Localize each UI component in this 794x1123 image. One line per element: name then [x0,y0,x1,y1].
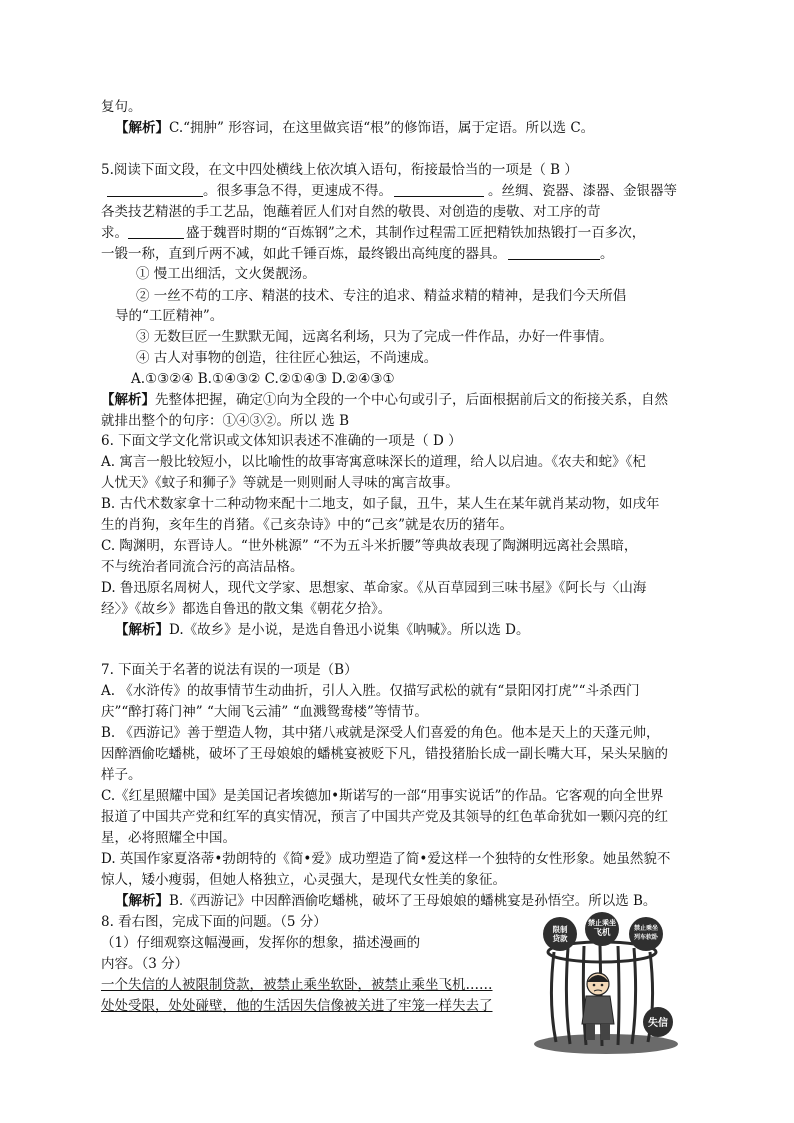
option-a-continued: 人忧天》《蚊子和狮子》等就是一则则耐人寻味的寓言故事。 [101,475,459,491]
analysis-tag: 【解析】 [115,622,169,638]
analysis-line [115,118,594,138]
text-span: 。 [600,246,614,262]
option-2-continued: 导的“工匠精神”。 [115,308,224,324]
question-8-heading: 8. 看右图，完成下面的问题。（5 分） [101,914,327,930]
fill-blank [394,182,484,197]
option-3: ③ 无数巨匠一生默默无闻，远离名利场，只为了完成一件作品，办好一件事情。 [136,329,613,345]
fill-blank [128,224,184,239]
option-c: C. 陶渊明，东晋诗人。“世外桃源” “不为五斗米折腰”等典故表现了陶渊明远离社会黑暗， [101,538,638,554]
text-line [101,223,645,243]
text-line [101,181,677,201]
option-b-continued: 生的肖狗，亥年生的肖猪。《己亥杂诗》中的“己亥”就是农历的猪年。 [101,517,514,533]
analysis-line [115,620,530,640]
option-a-continued: 庆”“醉打蒋门神” “大闹飞云浦” “血溅鸳鸯楼”等情节。 [101,704,428,720]
text-span: 一锻一称，直到斤两不减，如此千锤百炼，最终锻出高纯度的器具。 [101,246,506,262]
analysis-line [101,390,668,410]
sign-3-line-2: 列车软卧 [633,934,659,941]
analysis-tag: 【解析】 [115,893,169,909]
option-d: D. 鲁迅原名周树人，现代文学家、思想家、革命家。《从百草园到三味书屋》《阿长与〈山海 [101,580,647,596]
option-2: ② 一丝不苟的工序、精湛的技术、专注的追求、精益求精的精神，是我们今天所倡 [136,288,627,304]
sign-2-line-1: 禁止乘坐 [588,919,616,927]
analysis-line: 就排出整个的句序：①④③②。所以 选 B [101,413,350,429]
sub-question-1: （1）仔细观察这幅漫画，发挥你的想象，描述漫画的 [101,935,421,951]
option-c-continued: 不与统治者同流合污的高洁品格。 [101,559,304,575]
analysis-text: 先整体把握，确定①向为全段的一个中心句或引子，后面根据前后文的衔接关系，自然 [155,392,668,408]
option-d-continued: 经〉》《故乡》都选自鲁迅的散文集《朝花夕拾》。 [101,601,392,617]
sub-question-1-continued: 内容。（3 分） [101,956,189,972]
analysis-tag: 【解析】 [101,392,155,408]
option-b-continued: 因醉酒偷吃蟠桃，破坏了王母娘娘的蟠桃宴被贬下凡，错投猪胎长成一副长嘴大耳，呆头呆脑的 [101,746,668,762]
option-1: ① 慢工出细活，文火煲靓汤。 [136,266,316,282]
fill-blank [107,182,203,197]
text-line: 各类技艺精湛的手工艺品，饱蘸着匠人们对自然的敬畏、对创造的虔敬、对工序的苛 [101,204,601,220]
fill-blank [508,245,600,260]
question-6-heading: 6. 下面文学文化常识或文体知识表述不准确的一项是（ D ） [101,433,462,449]
cartoon-label: 失信 [648,1018,668,1029]
cartoon-illustration [526,912,680,1055]
text-span: 盛于魏晋时期的“百炼钢”之术，其制作过程需工匠把精铁加热锻打一百多次， [186,225,646,241]
text-line [101,244,614,264]
text-span: 求。 [101,225,128,241]
sign-1-line-1: 限制 [552,925,568,934]
option-c-continued: 报道了中国共产党和红军的真实情况，预言了中国共产党及其领导的红色革命犹如一颗闪亮的红 [101,809,668,825]
option-d: D. 英国作家夏洛蒂•勃朗特的《简•爱》成功塑造了简•爱这样一个独特的女性形象。她虽然貌不 [101,851,671,867]
text-line: 复句。 [101,99,142,115]
option-a: A. 《水浒传》的故事情节生动曲折，引人入胜。仅描写武松的就有“景阳冈打虎”“斗杀西门 [101,683,640,699]
analysis-line [115,891,656,911]
option-b: B. 古代术数家拿十二种动物来配十二地支，如子鼠，丑牛，某人生在某年就肖某动物，如戌年 [101,496,660,512]
option-d-continued: 惊人，矮小瘦弱，但她人格独立，心灵强大，是现代女性美的象征。 [101,872,506,888]
analysis-text: B.《西游记》中因醉酒偷吃蟠桃，破坏了王母娘娘的蟠桃宴是孙悟空。所以选 B。 [169,893,657,909]
analysis-tag: 【解析】 [115,120,169,136]
sign-2-line-2: 飞机 [593,928,611,938]
analysis-text: C.“拥肿” 形容词，在这里做宾语“根”的修饰语，属于定语。所以选 C。 [169,120,595,136]
option-c-continued: 星，必将照耀全中国。 [101,830,236,846]
answer-line: 一个失信的人被限制贷款，被禁止乘坐软卧，被禁止乘坐飞机…… [101,977,493,993]
option-b-continued: 样子。 [101,767,142,783]
answer-line: 处处受限，处处碰壁，他的生活因失信像被关进了牢笼一样失去了 [101,998,493,1014]
sign-1-line-2: 贷款 [552,934,568,943]
text-span: 。很多事急不得，更速成不得。 [203,183,392,199]
option-c: C.《红星照耀中国》是美国记者埃德加•斯诺写的一部“用事实说话”的作品。它客观的向全世界 [101,788,664,804]
option-4: ④ 古人对事物的创造，往往匠心独运，不尚速成。 [136,350,438,366]
question-5-heading: 5.阅读下面文段，在文中四处横线上依次填入语句，衔接最恰当的一项是（ B ） [101,162,578,178]
sign-3-line-1: 禁止乘坐 [633,925,659,932]
analysis-text: D.《故乡》是小说，是选自鲁迅小说集《呐喊》。所以选 D。 [169,622,530,638]
question-7-heading: 7. 下面关于名著的说法有误的一项是（B） [101,662,358,678]
option-a: A. 寓言一般比较短小，以比喻性的故事寄寓意味深长的道理，给人以启迪。《农夫和蛇》《杞 [101,454,646,470]
option-b: B. 《西游记》善于塑造人物，其中猪八戒就是深受人们喜爱的角色。他本是天上的天蓬元帅， [101,725,660,741]
answer-choices: A.①③②④ B.①④③② C.②①④③ D.②④③① [131,371,395,387]
text-span: 。丝绸、瓷器、漆器、金银器等 [488,183,677,199]
